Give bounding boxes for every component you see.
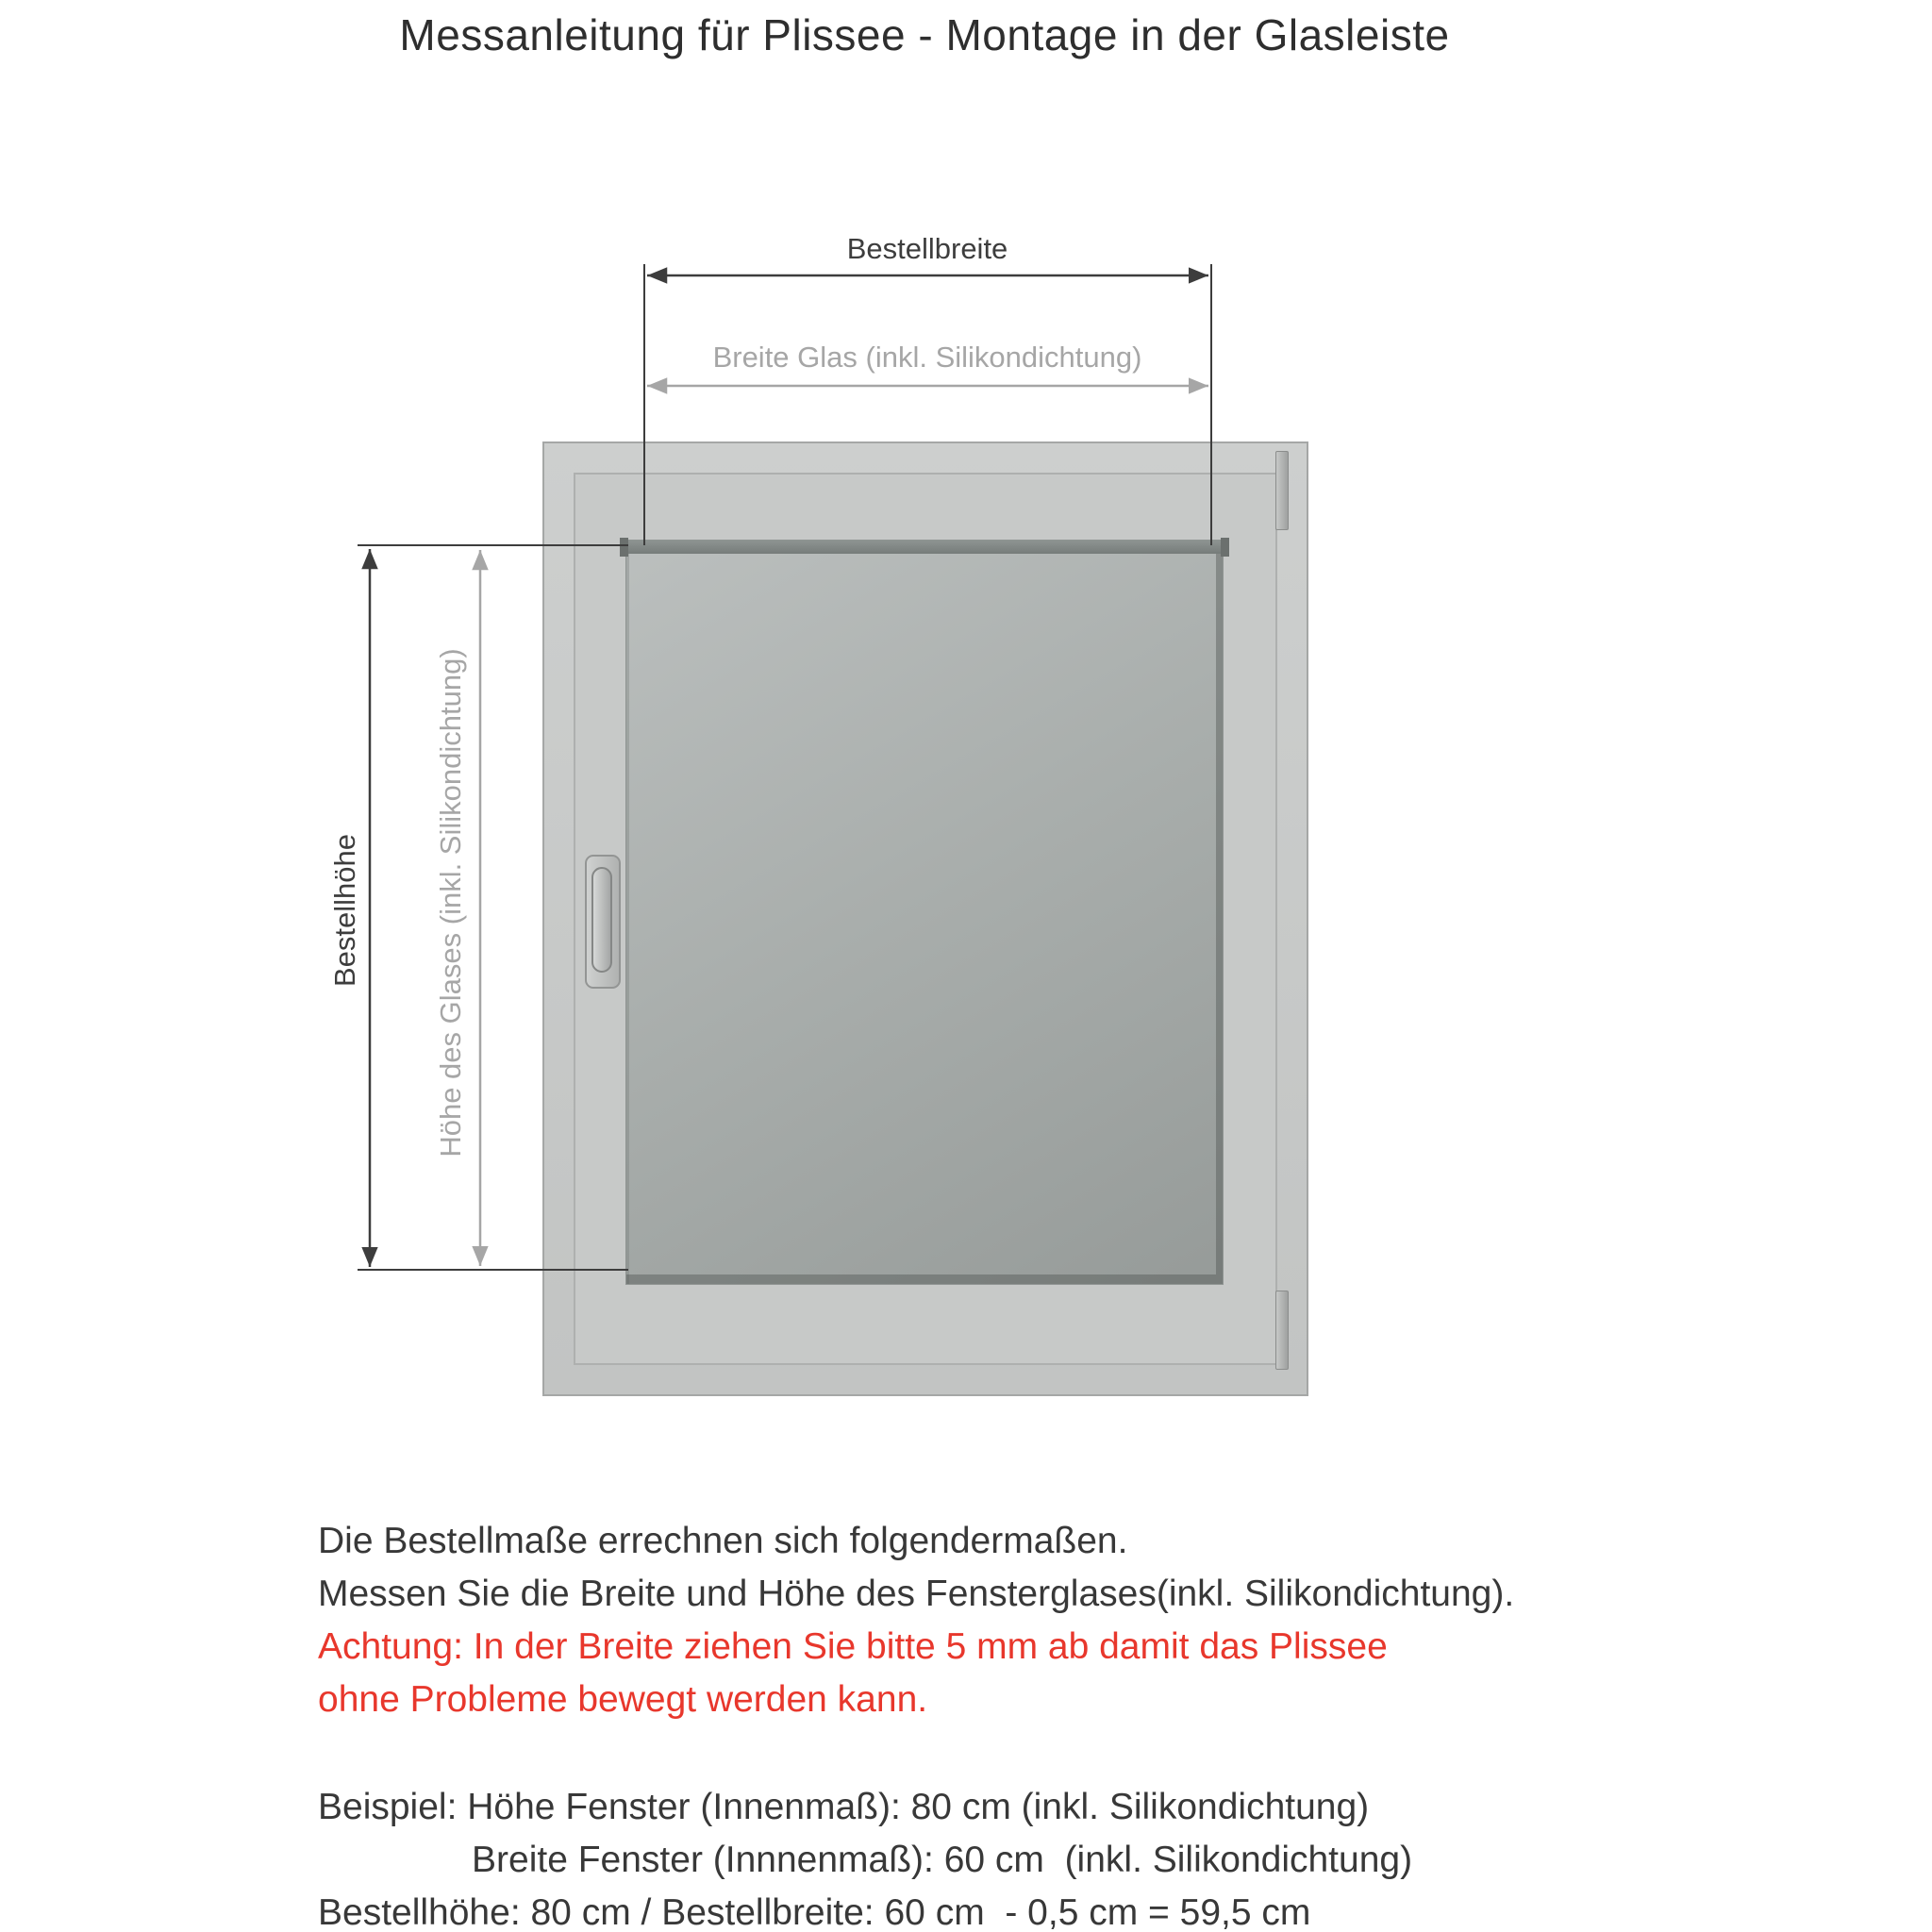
height-extension-lines (358, 545, 628, 1270)
glass-width-label: Breite Glas (inkl. Silikondichtung) (712, 341, 1142, 374)
order-height-label: Bestellhöhe (328, 833, 361, 988)
instruction-calc-intro: Die Bestellmaße errechnen sich folgendermaßen. (318, 1521, 1128, 1561)
page-title: Messanleitung für Plissee - Montage in der Glasleiste (399, 10, 1450, 59)
example-height: Beispiel: Höhe Fenster (Innenmaß): 80 cm (inkl. Silikondichtung) (318, 1787, 1370, 1827)
width-extension-lines (644, 264, 1211, 545)
order-width-label: Bestellbreite (846, 232, 1008, 265)
instructions-block (318, 1515, 1514, 1932)
example-result: Bestellhöhe: 80 cm / Bestellbreite: 60 cm - 0,5 cm = 59,5 cm (318, 1892, 1311, 1932)
glass-height-label: Höhe des Glases (inkl. Silikondichtung) (434, 648, 467, 1158)
warning-line-2: ohne Probleme bewegt werden kann. (318, 1679, 928, 1720)
instruction-measure: Messen Sie die Breite und Höhe des Fensterglases(inkl. Silikondichtung). (318, 1574, 1515, 1614)
warning-line-1: Achtung: In der Breite ziehen Sie bitte 5 mm ab damit das Plissee (318, 1626, 1388, 1667)
example-width: Breite Fenster (Innnenmaß): 60 cm (inkl. Silikondichtung) (472, 1840, 1413, 1880)
